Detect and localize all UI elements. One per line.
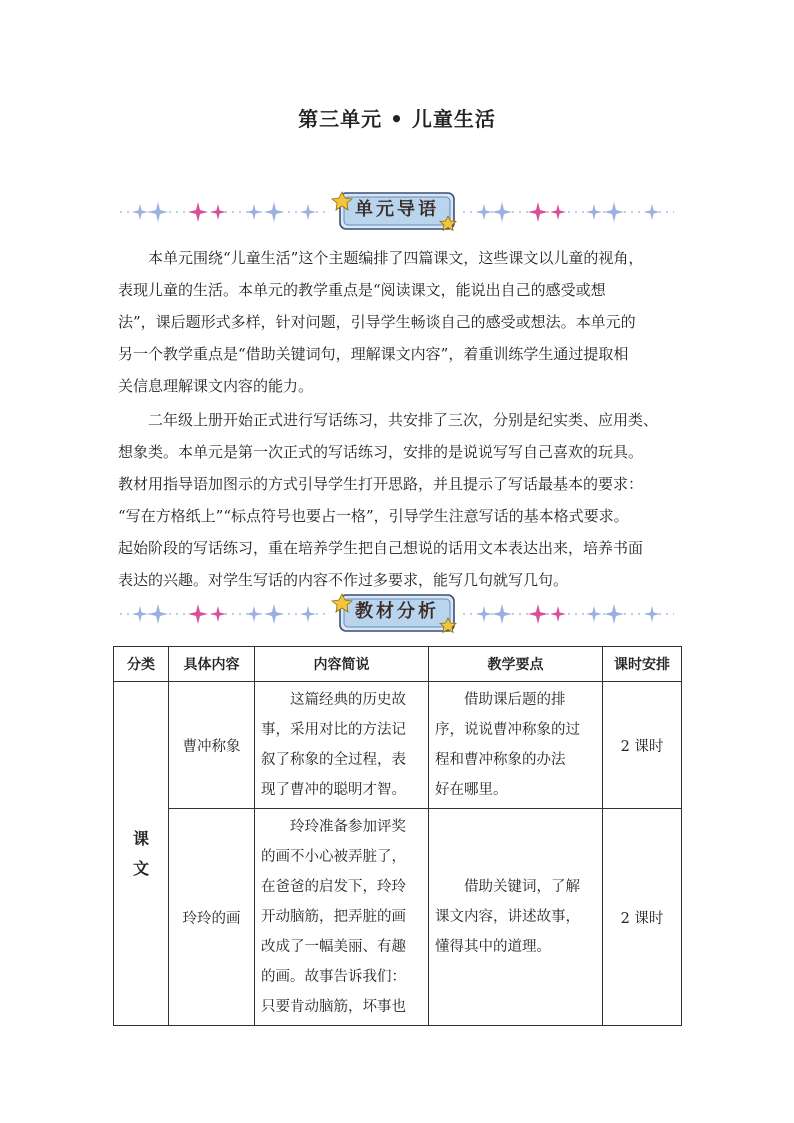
category-char: 课 (132, 828, 149, 848)
category-char: 文 (132, 858, 149, 878)
text-line: 二年级上册开始正式进行写话练习，共安排了三次，分别是纪实类、应用类、 (148, 411, 659, 429)
material-analysis-table (113, 646, 682, 1026)
cell-line: 懂得其中的道理。 (435, 939, 551, 955)
class-hours: 2 课时 (603, 809, 682, 1026)
unit-intro-paragraph-1 (118, 242, 678, 402)
cell-line: 在爸爸的启发下，玲玲 (261, 879, 406, 895)
table-header-row (114, 647, 682, 682)
cell-line: 只要肯动脑筋，坏事也 (261, 999, 406, 1015)
text-line: 法”，课后题形式多样，针对问题，引导学生畅谈自己的感受或想法。本单元的 (118, 313, 636, 331)
lesson-name: 玲玲的画 (169, 809, 255, 1026)
section-label: 教材分析 (355, 601, 439, 622)
teaching-points-cell (429, 809, 603, 1026)
section-label: 单元导语 (355, 199, 439, 220)
cell-line: 这篇经典的历史故 (290, 692, 406, 708)
unit-intro-paragraph-2 (118, 404, 678, 596)
text-line: “写在方格纸上”“标点符号也要占一格”，引导学生注意写话的基本格式要求。 (118, 507, 629, 525)
cell-line: 的画不小心被弄脏了， (261, 849, 406, 865)
cell-line: 序，说说曹冲称象的过 (435, 722, 580, 738)
cell-line: 课文内容，讲述故事， (435, 909, 580, 925)
cell-line: 借助课后题的排 (464, 692, 566, 708)
cell-line: 玲玲准备参加评奖 (290, 819, 406, 835)
cell-line: 叙了称象的全过程，表 (261, 752, 406, 768)
table-row (114, 682, 682, 809)
summary-cell (255, 809, 429, 1026)
section-banner-unit-intro (118, 190, 676, 234)
column-header: 具体内容 (169, 647, 255, 682)
text-line: 表现儿童的生活。本单元的教学重点是“阅读课文，能说出自己的感受或想 (118, 281, 606, 299)
teaching-points-cell (429, 682, 603, 809)
cell-line: 开动脑筋，把弄脏的画 (261, 909, 406, 925)
lesson-name: 曹冲称象 (169, 682, 255, 809)
text-line: 想象类。本单元是第一次正式的写话练习，安排的是说说写写自己喜欢的玩具。 (118, 443, 644, 461)
category-cell (114, 682, 169, 1026)
section-banner-material-analysis (118, 592, 676, 636)
cell-line: 改成了一幅美丽、有趣 (261, 939, 406, 955)
class-hours: 2 课时 (603, 682, 682, 809)
text-line: 本单元围绕“儿童生活”这个主题编排了四篇课文，这些课文以儿童的视角， (148, 249, 644, 267)
text-line: 教材用指导语加图示的方式引导学生打开思路，并且提示了写话最基本的要求： (118, 475, 644, 493)
column-header: 分类 (114, 647, 169, 682)
column-header: 课时安排 (603, 647, 682, 682)
cell-line: 好在哪里。 (435, 782, 508, 798)
text-line: 起始阶段的写话练习，重在培养学生把自己想说的话用文本表达出来，培养书面 (118, 539, 644, 557)
column-header: 教学要点 (429, 647, 603, 682)
cell-line: 现了曹冲的聪明才智。 (261, 782, 406, 798)
cell-line: 程和曹冲称象的办法 (435, 752, 566, 768)
page-title: 第三单元 • 儿童生活 (298, 107, 496, 131)
cell-line: 的画。故事告诉我们： (261, 969, 406, 985)
table-row (114, 809, 682, 1026)
text-line: 关信息理解课文内容的能力。 (118, 377, 314, 395)
summary-cell (255, 682, 429, 809)
text-line: 另一个教学重点是“借助关键词句，理解课文内容”，着重训练学生通过提取相 (118, 345, 629, 363)
column-header: 内容简说 (255, 647, 429, 682)
cell-line: 事，采用对比的方法记 (261, 722, 406, 738)
cell-line: 借助关键词，了解 (464, 879, 580, 895)
text-line: 表达的兴趣。对学生写话的内容不作过多要求，能写几句就写几句。 (118, 571, 569, 589)
